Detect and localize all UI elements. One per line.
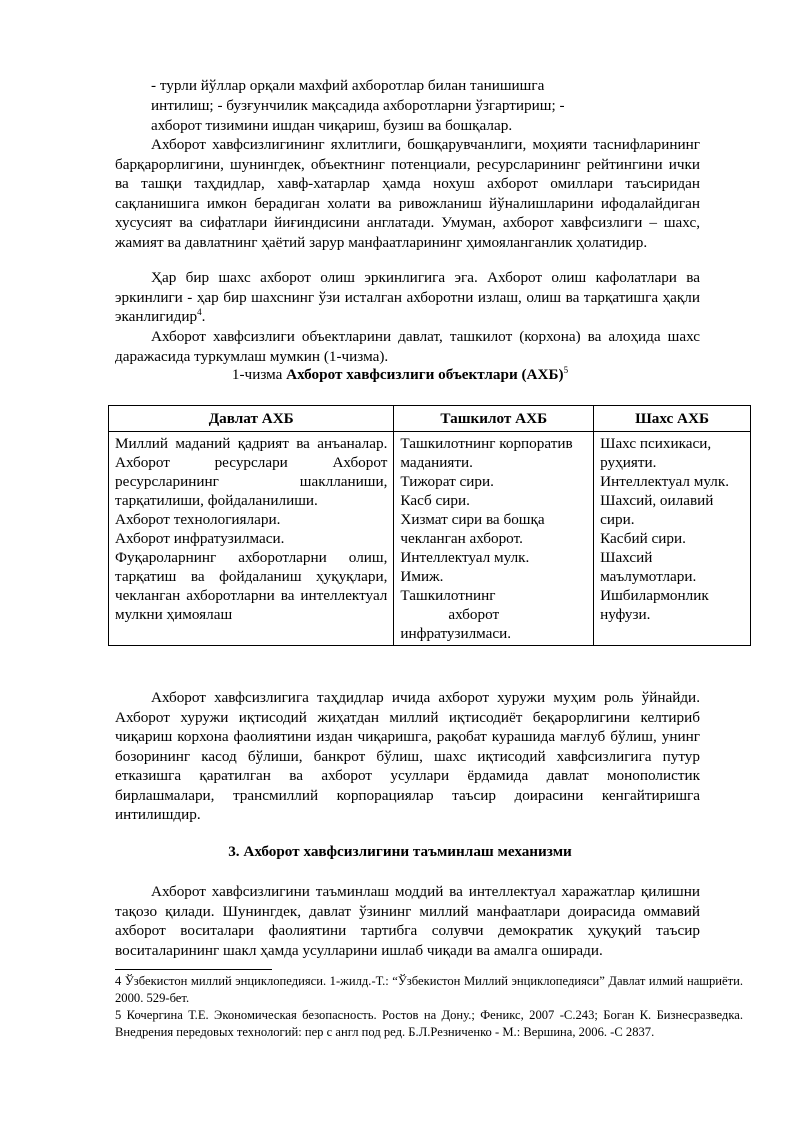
org-item: Ташкилотнинг bbox=[400, 587, 496, 604]
person-item: Касбий сири. bbox=[600, 530, 686, 547]
org-item: ахборот bbox=[448, 606, 500, 623]
ahb-objects-table bbox=[108, 405, 751, 646]
header-organization: Ташкилот АХБ bbox=[394, 406, 594, 432]
header-person: Шахс АХБ bbox=[594, 406, 751, 432]
footnote-divider bbox=[115, 969, 272, 970]
table-header-row bbox=[109, 406, 751, 432]
header-state: Давлат АХБ bbox=[109, 406, 394, 432]
org-item: инфратузилмаси. bbox=[400, 625, 512, 642]
paragraph-2-text: Ҳар бир шахс ахборот олиш эркинлигига эга. Ахборот олиш кафолатлари ва эркинлиги - ҳар бир шахснинг ўзи исталган ахборотни излаш, олиш ва тарқатишга ҳақли эканлигидир bbox=[115, 269, 700, 325]
list-line-3: ахборот тизимини ишдан чиқариш, бузиш ва бошқалар. bbox=[151, 117, 513, 134]
person-item: Шахсий маълумотлари. bbox=[600, 549, 697, 585]
paragraph-2: Ҳар бир шахс ахборот олиш эркинлигига эга. Ахборот олиш кафолатлари ва эркинлиги - ҳар бир шахснинг ўзи исталган ахборотни излаш, олиш ва тарқатишга ҳақли эканлигидир$^4$. bbox=[115, 269, 700, 325]
list-line-1: - турли йўллар орқали махфий ахборотлар билан танишишга bbox=[151, 77, 545, 94]
paragraph-4: Ахборот хавфсизлигига таҳдидлар ичида ахборот хуружи муҳим роль ўйнайди. Ахборот хуружи иқтисодий жиҳатдан миллий иқтисодиёт беқарорлигини келтириб чиқариш корхона фаолиятини издан чиқаришга, рақобат курашида мағлуб бўлиш, унинг бозорининг касод бўлиши, банкрот бўлиш, шахс иқтисодий хавфсизлигига путур етказишга қаратилган ва ахборот усуллари ёрдамида давлат монополистик бирлашмалари, трансмиллий корпорациялар таъсир доирасини кенгайтиришга интилишдир. bbox=[115, 689, 700, 823]
person-item: Интеллектуал мулк. bbox=[600, 473, 730, 490]
org-item: Интеллектуал мулк. bbox=[400, 549, 530, 566]
org-item: Имиж. bbox=[400, 568, 444, 585]
footnote-ref-4: 4 bbox=[197, 306, 202, 317]
table-caption bbox=[0, 366, 800, 384]
state-item: Фуқароларнинг ахборотларни олиш, тарқатиш ва фойдаланиш ҳуқуқлари, чекланган ахборотларни ва интеллектуал мулкни ҳимоялаш bbox=[115, 549, 388, 623]
org-item: Тижорат сири. bbox=[400, 473, 494, 490]
caption-title: Ахборот хавфсизлиги объектлари (АХБ) bbox=[286, 366, 564, 383]
state-item: Миллий маданий қадрият ва анъаналар. Ахборот ресурслари Ахборот ресурсларининг шаклланиши, тарқатилиши, фойдаланилиши. bbox=[115, 435, 388, 509]
table-body-row bbox=[109, 432, 751, 646]
cell-organization bbox=[394, 432, 594, 646]
paragraph-3: Ахборот хавфсизлиги объектларини давлат, ташкилот (корхона) ва алоҳида шахс даражасида туркумлаш мумкин (1-чизма). bbox=[115, 328, 700, 365]
paragraph-1: Ахборот хавфсизлигининг яхлитлиги, бошқарувчанлиги, моҳияти таснифларининг барқарорлигини, шунингдек, объектнинг потенциали, ресурсларининг рейтингини ички ва ташқи таҳдидлар, хавф-хатарлар ҳамда нохуш ахборот омиллари таъсиридан сақланишига имкон берадиган холати ва ривожланиш йўналишларини ифодалайдиган хусусият ва сифатлари йиғиндисини англатади. Умуман, ахборот хавфсизлиги – шахс, жамият ва давлатнинг ҳаётий зарур манфаатларининг ҳимояланганлик ҳолатидир. bbox=[115, 136, 700, 251]
org-item: Касб сири. bbox=[400, 492, 470, 509]
person-item: Ишбилармонлик нуфузи. bbox=[600, 587, 709, 623]
section-heading: 3. Ахборот хавфсизлигини таъминлаш механизми bbox=[228, 843, 572, 860]
cell-state bbox=[109, 432, 394, 646]
person-item: Шахсий, оилавий сири. bbox=[600, 492, 714, 528]
list-line-2: интилиш; - бузғунчилик мақсадида ахборотларни ўзгартириш; - bbox=[151, 97, 565, 114]
paragraph-5: Ахборот хавфсизлигини таъминлаш моддий ва интеллектуал харажатлар қилишни тақозо қилади. Шунингдек, давлат ўзининг миллий манфаатлари доирасида оммавий ахборот воситалари фаолиятини тартибга солувчи демократик ҳуқуқий таъсир воситаларининг шакл ҳамда усулларини ишлаб чиқади ва амалга оширади. bbox=[115, 883, 700, 959]
footnote-5: 5 Кочергина Т.Е. Экономическая безопасность. Ростов на Дону.; Феникс, 2007 -С.243; Боган К. Бизнесразведка. Внедрения передовых технологий: пер с англ под ред. Б.Л.Резниченко - М.: Вершина, 2006. -С 2837. bbox=[115, 1008, 743, 1039]
caption-prefix: 1-чизма bbox=[231, 366, 287, 383]
person-item: Шахс психикаси, руҳияти. bbox=[600, 435, 712, 471]
state-item: Ахборот технологиялари. bbox=[115, 511, 281, 528]
cell-person bbox=[594, 432, 751, 646]
footnote-4: 4 Ўзбекистон миллий энциклопедияси. 1-жилд.-Т.: “Ўзбекистон Миллий энциклопедияси” Давлат илмий нашриёти. 2000. 529-бет. bbox=[115, 974, 743, 1005]
org-item: Хизмат сири ва бошқа чекланган ахборот. bbox=[400, 511, 545, 547]
state-item: Ахборот инфратузилмаси. bbox=[115, 530, 285, 547]
footnote-ref-5: 5 bbox=[563, 364, 569, 375]
org-item: Ташкилотнинг корпоратив маданияти. bbox=[400, 435, 573, 471]
